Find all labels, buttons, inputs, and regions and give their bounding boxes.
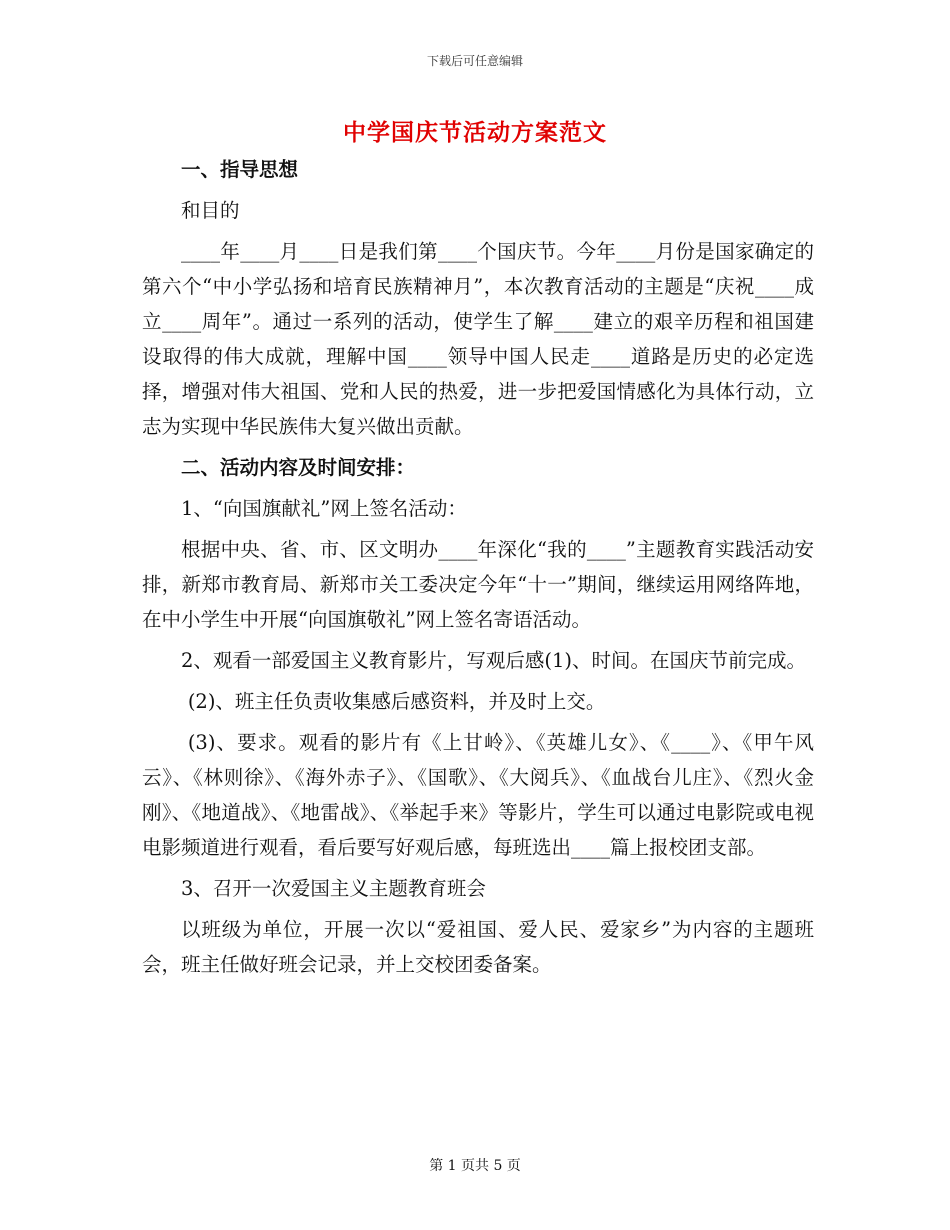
paragraph-movie-watch: 2、观看一部爱国主义教育影片，写观后感(1)、时间。在国庆节前完成。 xyxy=(181,649,807,672)
paragraph-purpose: 和目的 xyxy=(181,199,240,222)
section-heading-activities: 二、活动内容及时间安排： xyxy=(181,456,416,479)
section-heading-guiding-thought: 一、指导思想 xyxy=(181,158,299,181)
paragraph-class-meeting: 以班级为单位，开展一次以“爱祖国、爱人民、爱家乡”为内容的主题班会，班主任做好班会记录，并上交校团委备案。 xyxy=(142,918,814,976)
paragraph-flag-signature: 根据中央、省、市、区文明办____年深化“我的____”主题教育实践活动安排，新郑市教育局、新郑市关工委决定今年“十一”期间，继续运用网络阵地，在中小学生中开展“向国旗敬礼”网上签名寄语活动。 xyxy=(142,538,814,631)
paragraph-requirements: (3)、要求。观看的影片有《上甘岭》、《英雄儿女》、《____》、《甲午风云》、《林则徐》、《海外赤子》、《国歌》、《大阅兵》、《血战台儿庄》、《烈火金刚》、《地道战》、《地雷战》、《举起手来》等影片，学生可以通过电影院或电视电影频道进行观看，看后要写好观后感，每班选出____篇上报校团支部。 xyxy=(142,731,814,859)
document-title: 中学国庆节活动方案范文 xyxy=(343,119,607,146)
header-note: 下载后可任意编辑 xyxy=(426,54,523,68)
page-footer: 第 1 页共 5 页 xyxy=(429,1158,521,1174)
paragraph-background: ____年____月____日是我们第____个国庆节。今年____月份是国家确定的第六个“中小学弘扬和培育民族精神月”，本次教育活动的主题是“庆祝____成立____周年”。通过一系列的活动，使学生了解____建立的艰辛历程和祖国建设取得的伟大成就，理解中国____领导中国人民走____道路是历史的必定选择，增强对伟大祖国、党和人民的热爱，进一步把爱国情感化为具体行动，立志为实现中华民族伟大复兴做出贡献。 xyxy=(142,240,814,438)
subheading-flag-signature: 1、“向国旗献礼”网上签名活动： xyxy=(181,497,467,520)
paragraph-teacher-collect: (2)、班主任负责收集感后感资料，并及时上交。 xyxy=(187,690,606,713)
subheading-class-meeting: 3、召开一次爱国主义主题教育班会 xyxy=(181,877,486,900)
document-body xyxy=(142,152,814,988)
